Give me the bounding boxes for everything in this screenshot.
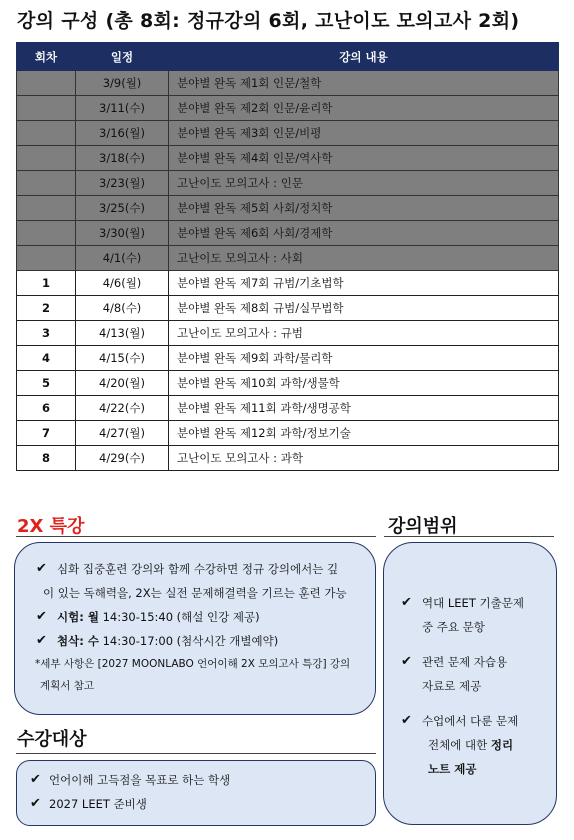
session-cell [17, 246, 76, 271]
session-cell [17, 196, 76, 221]
check-icon: ✔ [30, 796, 41, 811]
date-cell: 4/6(월) [76, 271, 169, 296]
content-cell: 분야별 완독 제4회 인문/역사학 [169, 146, 559, 171]
content-cell: 분야별 완독 제8회 규범/실무법학 [169, 296, 559, 321]
table-row [17, 346, 559, 371]
check-icon: ✔ [401, 654, 412, 669]
session-cell: 1 [17, 271, 76, 296]
review-time: 14:30-17:00 (첨삭시간 개별예약) [102, 634, 279, 648]
review-colon: : [79, 634, 88, 648]
scope-item1-line2: 중 주요 문항 [422, 620, 485, 634]
scope-item1-line1: 역대 LEET 기출문제 [422, 596, 524, 610]
special-desc-line1: 심화 집중훈련 강의와 함께 수강하면 정규 강의에서는 깊 [57, 562, 339, 576]
session-cell: 4 [17, 346, 76, 371]
table-row [17, 271, 559, 296]
special-note-line1: *세부 사항은 [2027 MOONLABO 언어이해 2X 모의고사 특강] 강의 [35, 658, 351, 670]
session-cell [17, 171, 76, 196]
session-cell [17, 121, 76, 146]
exam-day: 월 [87, 610, 99, 624]
special-divider [16, 536, 376, 537]
date-cell: 3/11(수) [76, 96, 169, 121]
table-header-row [17, 43, 559, 71]
header-session: 회차 [17, 43, 76, 71]
session-cell [17, 146, 76, 171]
check-icon: ✔ [36, 633, 47, 648]
special-section-title: 2X 특강 [17, 516, 85, 537]
table-row [17, 371, 559, 396]
date-cell: 3/23(월) [76, 171, 169, 196]
session-cell: 7 [17, 421, 76, 446]
table-row [17, 396, 559, 421]
date-cell: 3/30(월) [76, 221, 169, 246]
table-row [17, 221, 559, 246]
table-row [17, 421, 559, 446]
content-cell: 고난이도 모의고사 : 과학 [169, 446, 559, 471]
scope-item3-bold1: 정리 [490, 738, 514, 752]
content-cell: 분야별 완독 제10회 과학/생물학 [169, 371, 559, 396]
header-content: 강의 내용 [169, 43, 559, 71]
check-icon: ✔ [401, 595, 412, 610]
table-row [17, 146, 559, 171]
check-icon: ✔ [36, 561, 47, 576]
table-row [17, 71, 559, 96]
date-cell: 4/27(월) [76, 421, 169, 446]
exam-colon: : [79, 610, 88, 624]
scope-section-title: 강의범위 [388, 516, 458, 537]
date-cell: 4/8(수) [76, 296, 169, 321]
target-item-2: 2027 LEET 준비생 [49, 797, 147, 811]
date-cell: 3/18(수) [76, 146, 169, 171]
content-cell: 고난이도 모의고사 : 규범 [169, 321, 559, 346]
table-row [17, 196, 559, 221]
scope-divider [384, 536, 554, 537]
check-icon: ✔ [401, 713, 412, 728]
date-cell: 3/16(월) [76, 121, 169, 146]
special-note-line2: 계획서 참고 [40, 680, 95, 692]
session-cell: 5 [17, 371, 76, 396]
page-title: 강의 구성 (총 8회: 정규강의 6회, 고난이도 모의고사 2회) [17, 10, 520, 32]
date-cell: 4/1(수) [76, 246, 169, 271]
special-desc-line2: 이 있는 독해력을, 2X는 실전 문제해결력을 기르는 훈련 가능 [43, 586, 347, 600]
content-cell: 고난이도 모의고사 : 사회 [169, 246, 559, 271]
target-section-title: 수강대상 [17, 729, 87, 750]
content-cell: 분야별 완독 제11회 과학/생명공학 [169, 396, 559, 421]
target-item-1: 언어이해 고득점을 목표로 하는 학생 [49, 773, 231, 787]
target-divider [16, 753, 376, 754]
content-cell: 분야별 완독 제2회 인문/윤리학 [169, 96, 559, 121]
content-cell: 분야별 완독 제1회 인문/철학 [169, 71, 559, 96]
session-cell: 8 [17, 446, 76, 471]
session-cell [17, 96, 76, 121]
scope-item3-line3: 노트 제공 [428, 762, 477, 776]
content-cell: 분야별 완독 제3회 인문/비평 [169, 121, 559, 146]
session-cell: 3 [17, 321, 76, 346]
review-label: 첨삭 [57, 634, 80, 648]
exam-time: 14:30-15:40 (해설 인강 제공) [102, 610, 260, 624]
content-cell: 분야별 완독 제9회 과학/물리학 [169, 346, 559, 371]
table-row [17, 171, 559, 196]
content-cell: 분야별 완독 제5회 사회/정치학 [169, 196, 559, 221]
date-cell: 3/25(수) [76, 196, 169, 221]
table-row [17, 296, 559, 321]
schedule-table [16, 42, 559, 471]
date-cell: 4/29(수) [76, 446, 169, 471]
date-cell: 4/22(수) [76, 396, 169, 421]
session-cell [17, 221, 76, 246]
scope-item2-line2: 자료로 제공 [422, 679, 482, 693]
content-cell: 고난이도 모의고사 : 인문 [169, 171, 559, 196]
table-row [17, 96, 559, 121]
date-cell: 4/20(월) [76, 371, 169, 396]
content-cell: 분야별 완독 제12회 과학/정보기술 [169, 421, 559, 446]
exam-label: 시험 [57, 610, 80, 624]
check-icon: ✔ [36, 609, 47, 624]
session-cell [17, 71, 76, 96]
scope-item3-prefix: 전체에 대한 [428, 738, 491, 752]
special-exam-line [57, 606, 260, 628]
check-icon: ✔ [30, 772, 41, 787]
scope-item2-line1: 관련 문제 자습용 [422, 655, 508, 669]
content-cell: 분야별 완독 제7회 규범/기초법학 [169, 271, 559, 296]
content-cell: 분야별 완독 제6회 사회/경제학 [169, 221, 559, 246]
scope-item3-line2 [428, 734, 513, 756]
special-review-line [57, 630, 278, 652]
table-row [17, 446, 559, 471]
header-date: 일정 [76, 43, 169, 71]
date-cell: 4/15(수) [76, 346, 169, 371]
date-cell: 3/9(월) [76, 71, 169, 96]
date-cell: 4/13(월) [76, 321, 169, 346]
table-row [17, 321, 559, 346]
table-row [17, 121, 559, 146]
review-day: 수 [87, 634, 99, 648]
table-row [17, 246, 559, 271]
session-cell: 2 [17, 296, 76, 321]
scope-item3-line1: 수업에서 다룬 문제 [422, 714, 519, 728]
session-cell: 6 [17, 396, 76, 421]
